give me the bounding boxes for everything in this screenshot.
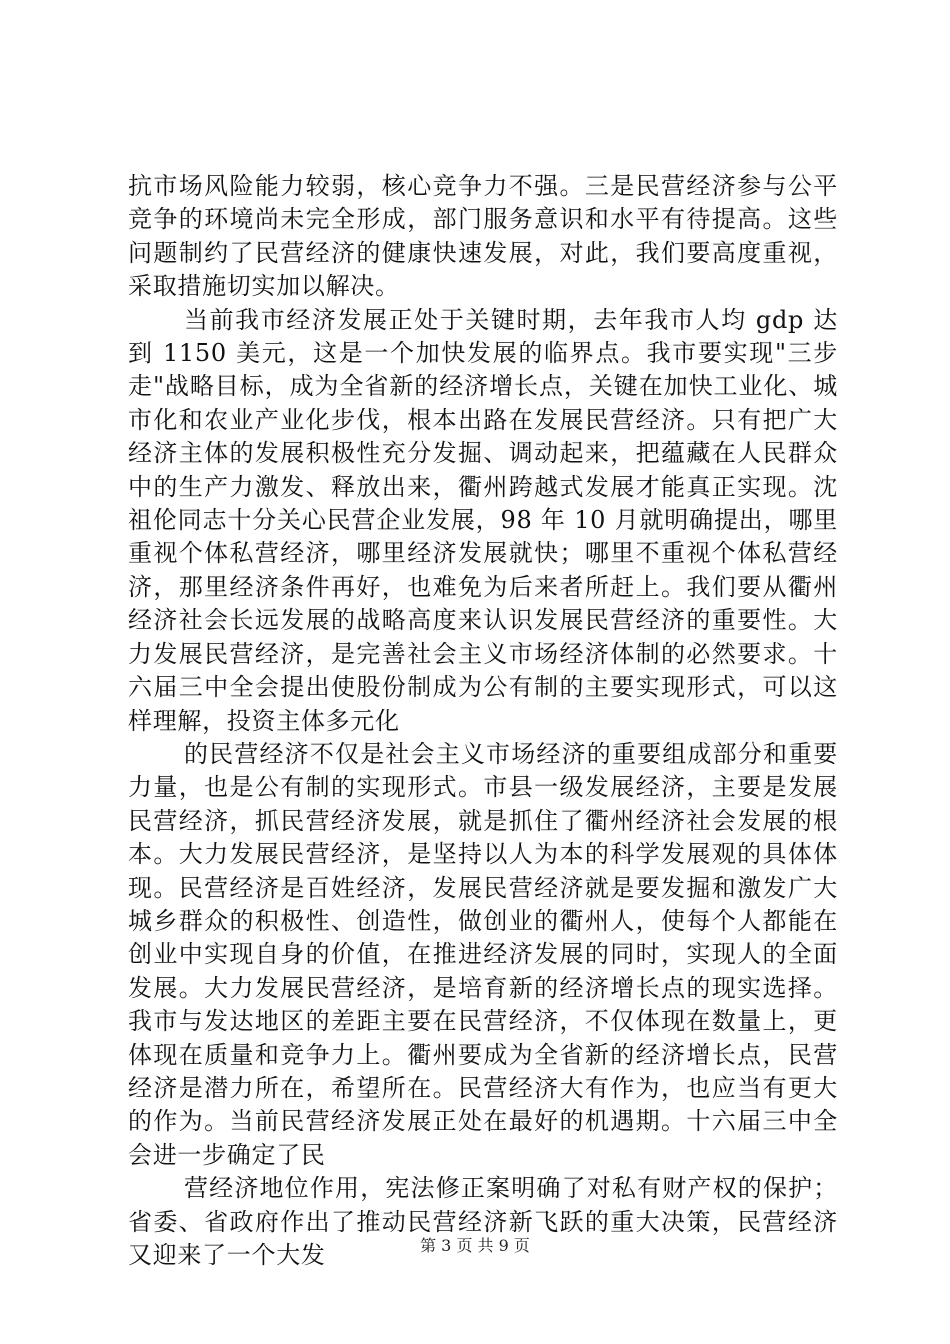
- paragraph-3: 的民营经济不仅是社会主义市场经济的重要组成部分和重要力量，也是公有制的实现形式。市县一级发展经济，主要是发展民营经济，抓民营经济发展，就是抓住了衢州经济社会发展的根本。大力发展民营经济，是坚持以人为本的科学发展观的具体体现。民营经济是百姓经济，发展民营经济就是要发掘和激发广大城乡群众的积极性、创造性，做创业的衢州人，使每个人都能在创业中实现自身的价值，在推进经济发展的同时，实现人的全面发展。大力发展民营经济，是培育新的经济增长点的现实选择。我市与发达地区的差距主要在民营经济，不仅体现在数量上，更体现在质量和竞争力上。衢州要成为全省新的经济增长点，民营经济是潜力所在，希望所在。民营经济大有作为，也应当有更大的作为。当前民营经济发展正处在最好的机遇期。十六届三中全会进一步确定了民: [128, 739, 838, 1169]
- page-number-footer: 第 3 页 共 9 页: [420, 1236, 530, 1255]
- paragraph-1: 抗市场风险能力较弱，核心竞争力不强。三是民营经济参与公平竞争的环境尚未完全形成，部门服务意识和水平有待提高。这些问题制约了民营经济的健康快速发展，对此，我们要高度重视，采取措施切实加以解决。: [128, 172, 838, 301]
- document-body: [128, 170, 838, 1272]
- paragraph-2: 当前我市经济发展正处于关键时期，去年我市人均 gdp 达到 1150 美元，这是一个加快发展的临界点。我市要实现"三步走"战略目标，成为全省新的经济增长点，关键在加快工业化、城市化和农业产业化步伐，根本出路在发展民营经济。只有把广大经济主体的发展积极性充分发掘、调动起来，把蕴藏在人民群众中的生产力激发、释放出来，衢州跨越式发展才能真正实现。沈祖伦同志十分关心民营企业发展，98 年 10 月就明确提出，哪里重视个体私营经济，哪里经济发展就快；哪里不重视个体私营经济，那里经济条件再好，也难免为后来者所赶上。我们要从衢州经济社会长远发展的战略高度来认识发展民营经济的重要性。大力发展民营经济，是完善社会主义市场经济体制的必然要求。十六届三中全会提出使股份制成为公有制的主要实现形式，可以这样理解，投资主体多元化: [128, 305, 838, 735]
- paragraph-4: 营经济地位作用，宪法修正案明确了对私有财产权的保护；省委、省政府作出了推动民营经济新飞跃的重大决策，民营经济又迎来了一个大发: [128, 1174, 838, 1269]
